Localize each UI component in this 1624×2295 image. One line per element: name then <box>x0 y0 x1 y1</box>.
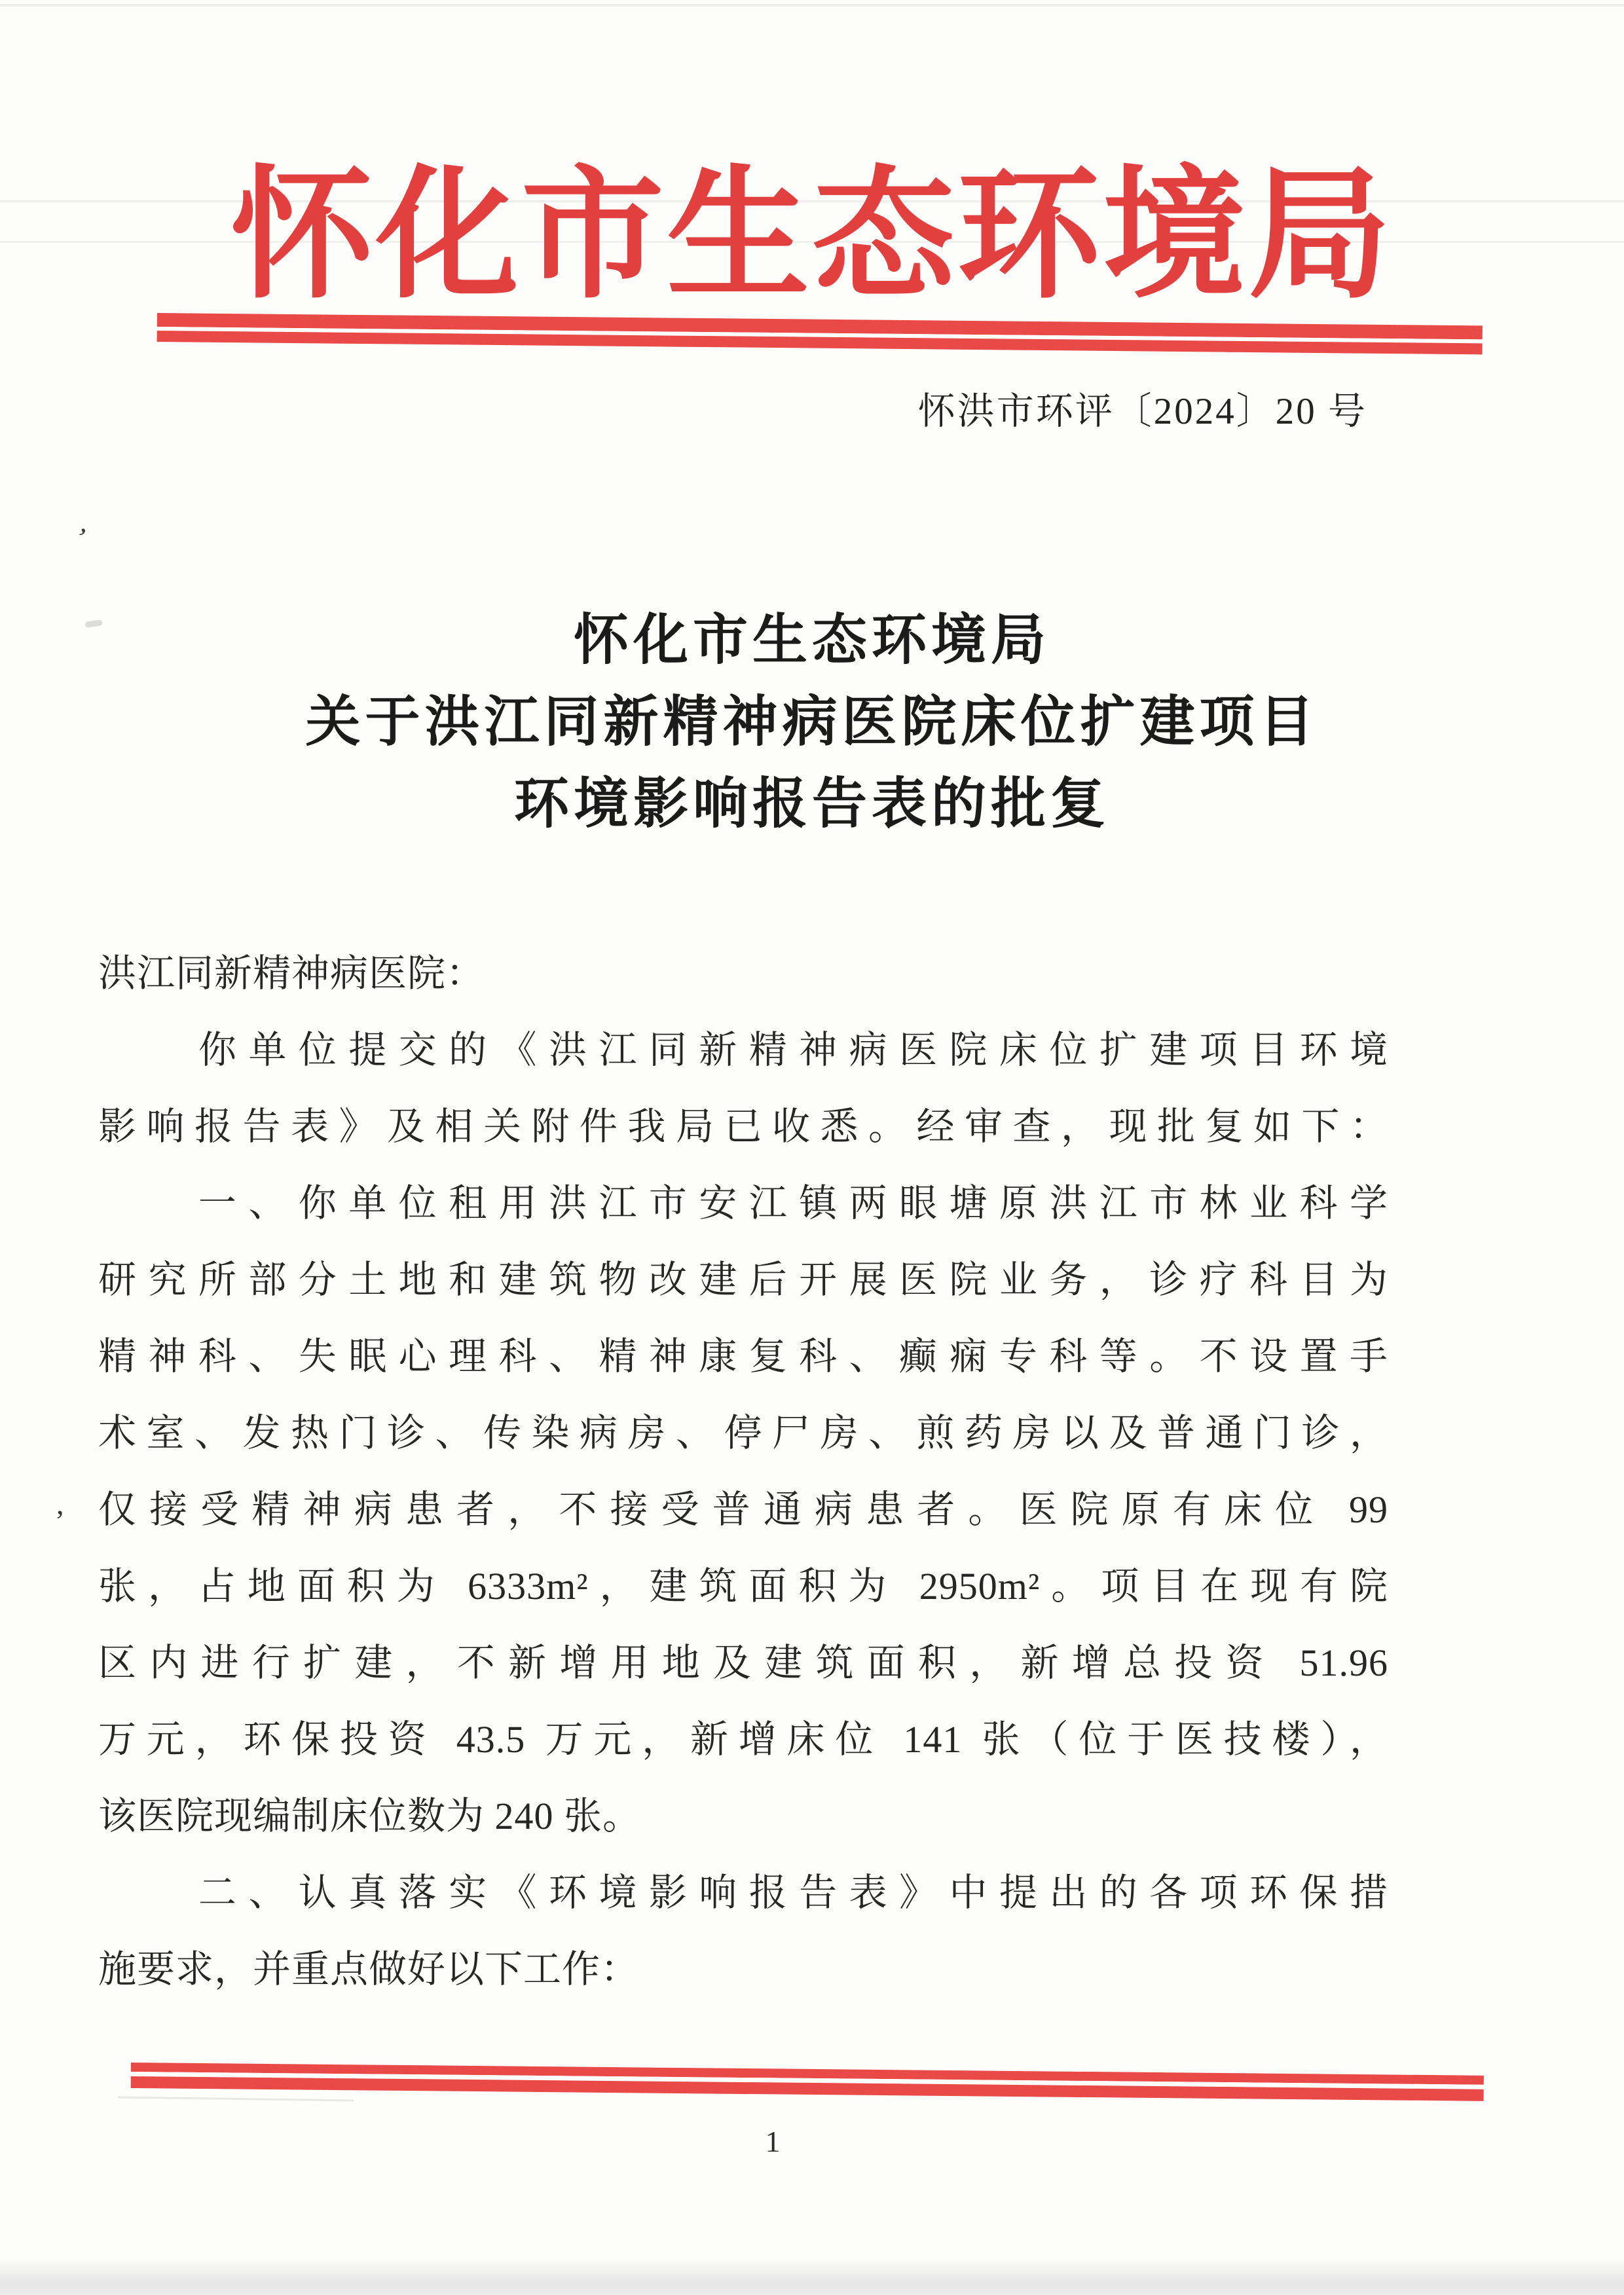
document-title-line-2: 关于洪江同新精神病医院床位扩建项目 <box>305 692 1319 753</box>
body-line: 一、你单位租用洪江市安江镇两眼塘原洪江市林业科学 <box>98 1182 1388 1224</box>
body-line: 术室、发热门诊、传染病房、停尸房、煎药房以及普通门诊， <box>98 1412 1388 1454</box>
document-reference-number: 怀洪市环评〔2024〕20 号 <box>917 391 1367 432</box>
body-line: 精神科、失眠心理科、精神康复科、癫痫专科等。不设置手 <box>98 1335 1388 1378</box>
body-line: 二、认真落实《环境影响报告表》中提出的各项环保措 <box>98 1871 1388 1914</box>
page-number: 1 <box>765 2125 781 2158</box>
body-line: 张，占地面积为 6333m²，建筑面积为 2950m²。项目在现有院 <box>98 1565 1388 1607</box>
body-line: 施要求，并重点做好以下工作： <box>98 1948 640 1991</box>
agency-masthead: 怀化市生态环境局 <box>231 158 1393 316</box>
footer-double-red-rule <box>131 2063 1484 2101</box>
document-title <box>0 600 1624 845</box>
scan-streak-top <box>0 4 1624 7</box>
body-salutation: 洪江同新精神病医院： <box>98 952 485 995</box>
body-line: 万元，环保投资 43.5 万元，新增床位 141 张（位于医技楼）， <box>98 1718 1388 1761</box>
scan-bottom-shadow <box>0 2258 1624 2295</box>
document-title-line-3: 环境影响报告表的批复 <box>513 774 1110 835</box>
body-line: 区内进行扩建，不新增用地及建筑面积，新增总投资 51.96 <box>98 1642 1388 1684</box>
masthead-double-red-rule <box>157 313 1483 354</box>
scan-speck: ʼ <box>71 521 90 555</box>
scan-speck: , <box>56 1487 64 1520</box>
scan-gray-line <box>118 2096 354 2101</box>
document-title-line-1: 怀化市生态环境局 <box>573 610 1050 671</box>
document-body <box>98 935 1388 2008</box>
body-line: 该医院现编制床位数为 240 张。 <box>98 1795 642 1837</box>
body-line: 研究所部分土地和建筑物改建后开展医院业务，诊疗科目为 <box>98 1258 1388 1301</box>
body-line: 你单位提交的《洪江同新精神病医院床位扩建项目环境 <box>98 1029 1388 1071</box>
body-line: 仅接受精神病患者，不接受普通病患者。医院原有床位 99 <box>98 1488 1388 1531</box>
body-line: 影响报告表》及相关附件我局已收悉。经审查，现批复如下： <box>98 1105 1388 1148</box>
